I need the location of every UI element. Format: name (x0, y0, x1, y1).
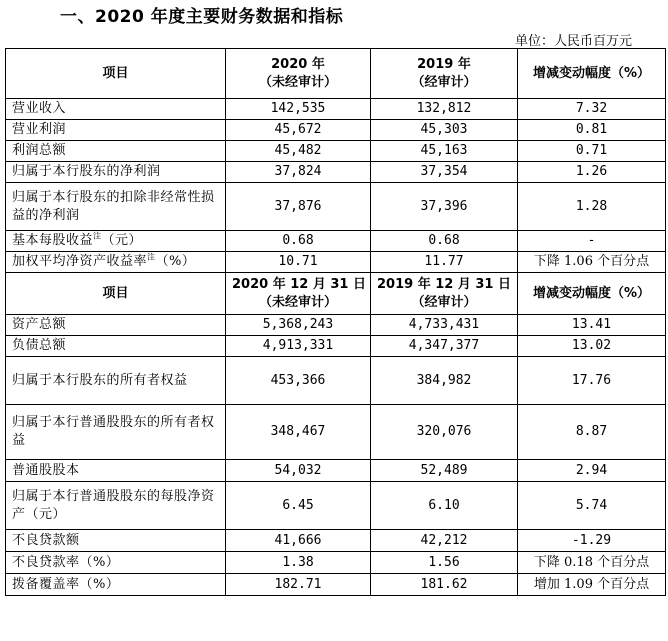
row-value-2020: 45,672 (226, 120, 371, 141)
row-value-2020: 0.68 (226, 231, 371, 252)
row-value-2019: 132,812 (371, 99, 518, 120)
row-change: 1.28 (518, 183, 666, 231)
table-row (6, 574, 666, 596)
subheader-change: 增减变动幅度（%） (518, 273, 666, 315)
table-row (6, 99, 666, 120)
table-row (6, 405, 666, 460)
table-subheader-row (6, 273, 666, 315)
row-item: 归属于本行股东的所有者权益 (6, 357, 226, 405)
row-value-2020: 142,535 (226, 99, 371, 120)
table-row (6, 530, 666, 552)
row-item: 拨备覆盖率（%） (6, 574, 226, 596)
row-change: 下降 0.18 个百分点 (518, 552, 666, 574)
row-value-2020: 41,666 (226, 530, 371, 552)
row-item: 归属于本行普通股股东的所有者权益 (6, 405, 226, 460)
row-change: 0.81 (518, 120, 666, 141)
row-value-2019: 42,212 (371, 530, 518, 552)
row-change: -1.29 (518, 530, 666, 552)
row-value-2020: 1.38 (226, 552, 371, 574)
row-value-2019: 6.10 (371, 482, 518, 530)
row-value-2020: 4,913,331 (226, 336, 371, 357)
table-row (6, 120, 666, 141)
subheader-item: 项目 (6, 273, 226, 315)
row-change: - (518, 231, 666, 252)
row-item: 不良贷款额 (6, 530, 226, 552)
header-2020-audit: （未经审计） (258, 74, 337, 90)
table-row (6, 460, 666, 482)
row-item: 资产总额 (6, 315, 226, 336)
row-change: 17.76 (518, 357, 666, 405)
row-change: 5.74 (518, 482, 666, 530)
row-value-2019: 384,982 (371, 357, 518, 405)
row-value-2020: 453,366 (226, 357, 371, 405)
header-2020 (226, 49, 371, 99)
row-change: 13.02 (518, 336, 666, 357)
subheader-2020-audit: （未经审计） (258, 294, 337, 310)
row-item (6, 231, 226, 252)
table-row (6, 315, 666, 336)
row-value-2020: 54,032 (226, 460, 371, 482)
subheader-2019-date: 2019 年 12 月 31 日 (377, 276, 511, 292)
row-value-2019: 0.68 (371, 231, 518, 252)
row-value-2019: 4,347,377 (371, 336, 518, 357)
row-value-2019: 1.56 (371, 552, 518, 574)
row-change: 下降 1.06 个百分点 (518, 252, 666, 273)
table-row (6, 482, 666, 530)
row-item: 负债总额 (6, 336, 226, 357)
header-item: 项目 (6, 49, 226, 99)
table-row (6, 336, 666, 357)
subheader-2019-audit: （经审计） (411, 294, 477, 310)
row-value-2020: 5,368,243 (226, 315, 371, 336)
row-change: 13.41 (518, 315, 666, 336)
row-change: 8.87 (518, 405, 666, 460)
header-2019-audit: （经审计） (411, 74, 477, 90)
row-value-2019: 320,076 (371, 405, 518, 460)
page-title: 一、2020 年度主要财务数据和指标 (60, 7, 344, 27)
row-item: 普通股股本 (6, 460, 226, 482)
row-value-2019: 45,163 (371, 141, 518, 162)
row-item: 营业收入 (6, 99, 226, 120)
header-2020-year: 2020 年 (271, 56, 325, 72)
row-item-label: 加权平均净资产收益率 (12, 254, 148, 269)
row-change: 增加 1.09 个百分点 (518, 574, 666, 596)
row-value-2020: 10.71 (226, 252, 371, 273)
row-item-label: 基本每股收益 (12, 233, 94, 248)
header-2019-year: 2019 年 (417, 56, 471, 72)
row-item: 利润总额 (6, 141, 226, 162)
row-change: 2.94 (518, 460, 666, 482)
footnote-mark: 注 (93, 231, 102, 241)
row-value-2019: 52,489 (371, 460, 518, 482)
row-change: 7.32 (518, 99, 666, 120)
table-row (6, 252, 666, 273)
unit-label: 单位：人民币百万元 (514, 34, 632, 49)
row-value-2019: 37,396 (371, 183, 518, 231)
header-2019 (371, 49, 518, 99)
row-item-unit: （%） (155, 254, 196, 269)
row-value-2019: 45,303 (371, 120, 518, 141)
row-item: 归属于本行股东的净利润 (6, 162, 226, 183)
header-change: 增减变动幅度（%） (518, 49, 666, 99)
row-change: 1.26 (518, 162, 666, 183)
row-value-2020: 182.71 (226, 574, 371, 596)
subheader-2019 (371, 273, 518, 315)
table-row (6, 357, 666, 405)
row-item: 归属于本行股东的扣除非经常性损益的净利润 (6, 183, 226, 231)
table-row (6, 141, 666, 162)
row-value-2020: 348,467 (226, 405, 371, 460)
footnote-mark: 注 (147, 252, 156, 262)
row-value-2019: 37,354 (371, 162, 518, 183)
row-value-2020: 37,876 (226, 183, 371, 231)
table-header-row (6, 49, 666, 99)
subheader-2020 (226, 273, 371, 315)
table-row (6, 183, 666, 231)
row-change: 0.71 (518, 141, 666, 162)
row-item: 营业利润 (6, 120, 226, 141)
row-item: 不良贷款率（%） (6, 552, 226, 574)
financial-table (5, 48, 666, 596)
row-value-2019: 4,733,431 (371, 315, 518, 336)
row-item: 归属于本行普通股股东的每股净资产（元） (6, 482, 226, 530)
row-value-2019: 181.62 (371, 574, 518, 596)
row-value-2020: 6.45 (226, 482, 371, 530)
subheader-2020-date: 2020 年 12 月 31 日 (232, 276, 366, 292)
table-row (6, 231, 666, 252)
row-value-2020: 45,482 (226, 141, 371, 162)
row-value-2019: 11.77 (371, 252, 518, 273)
row-item-unit: （元） (101, 233, 143, 248)
table-row (6, 162, 666, 183)
row-item (6, 252, 226, 273)
row-value-2020: 37,824 (226, 162, 371, 183)
table-row (6, 552, 666, 574)
